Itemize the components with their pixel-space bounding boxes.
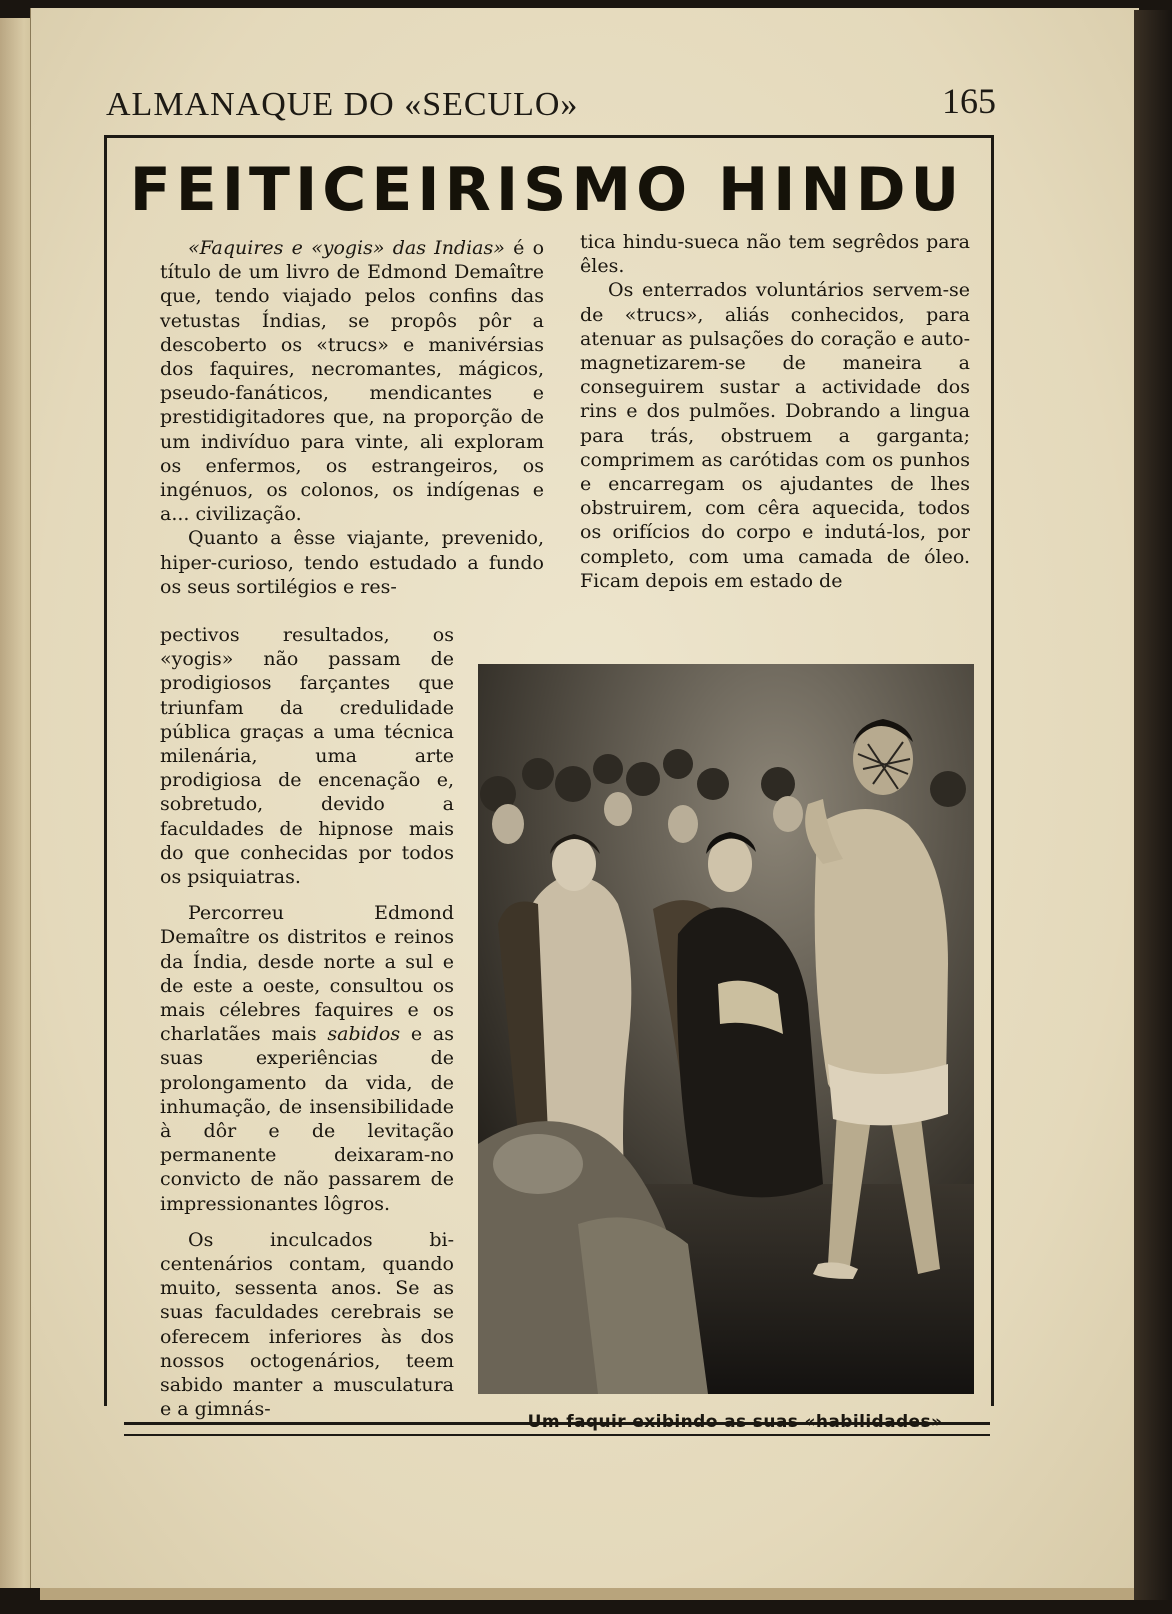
left-column-narrow <box>160 623 454 1422</box>
page-number: 165 <box>942 81 996 121</box>
paragraph-2-start: Quanto a êsse viajante, prevenido, hiper-curioso, tendo estudado a fundo os seus sortilégios e res- <box>160 527 544 598</box>
right-column <box>580 230 970 593</box>
binding-shadow <box>1134 10 1172 1600</box>
article-headline: FEITICEIRISMO HINDU <box>129 155 965 225</box>
bottom-rule-secondary <box>124 1434 990 1436</box>
paragraph-3-text-b: e as suas experiências de prolongamento da vida, de inhumação, de insensibilidade à dôr e de levitação permanente deixaram-no convicto de não passarem de impressionantes lôgros. <box>160 1023 455 1215</box>
paragraph-3-text-a: Percorreu Edmond Demaître os distritos e reinos da Índia, desde norte a sul e de este a oeste, consultou os mais célebres faquires e os charlatães mais <box>160 902 454 1046</box>
paragraph-1-text: é o título de um livro de Edmond Demaître que, tendo viajado pelos confins das vetustas Índias, se propôs pôr a descoberto os «trucs» e manivérsias dos faquires, necromantes, mágicos, pseudo-fanáticos, mendicantes e prestidigitadores que, na proporção de um indivíduo para vinte, ali exploram os enfermos, os estrangeiros, os ingénuos, os colonos, os indígenas e a... civilização. <box>160 237 545 526</box>
fakir-photo-illustration <box>478 664 974 1394</box>
paragraph-4: Os inculcados bi-centenários contam, quando muito, sessenta anos. Se as suas faculdades cerebrais se oferecem inferiores às dos nossos octogenários, teem sabido manter a musculatura e a gimnás- <box>160 1228 454 1421</box>
almanac-title: ALMANAQUE DO «SECULO» <box>106 86 579 123</box>
paragraph-3 <box>160 901 454 1216</box>
fakir-photo <box>478 664 974 1394</box>
paragraph-2-cont: pectivos resultados, os «yogis» não passam de prodigiosos farçantes que triunfam da credulidade pública graças a uma técnica milenária, uma arte prodigiosa de encenação e, sobretudo, devido a faculdades de hipnose mais do que conhecidas por todos os psiquiatras. <box>160 624 454 889</box>
paragraph-3-italic: sabidos <box>327 1023 401 1046</box>
right-paragraph-1: tica hindu-sueca não tem segrêdos para êles. <box>580 231 970 278</box>
paragraph-1 <box>160 236 544 526</box>
photo-caption: Um faquir exibindo as suas «habilidades» <box>527 1412 943 1432</box>
left-column-top <box>160 236 544 599</box>
book-title: «Faquires e «yogis» das Indias» <box>188 237 505 259</box>
page-bottom-edge <box>40 1588 1134 1600</box>
right-paragraph-2: Os enterrados voluntários servem-se de «trucs», aliás conhecidos, para atenuar as pulsações do coração e auto-magnetizarem-se de maneira a conseguirem sustar a actividade dos rins e dos pulmões. Dobrando a lingua para trás, obstruem a garganta; comprimem as carótidas com os punhos e encarregam os ajudantes de lhes obstruirem, com cêra aquecida, todos os orifícios do corpo e indutá-los, por completo, com uma camada de óleo. Ficam depois em estado de <box>580 279 970 592</box>
running-head <box>106 80 996 130</box>
